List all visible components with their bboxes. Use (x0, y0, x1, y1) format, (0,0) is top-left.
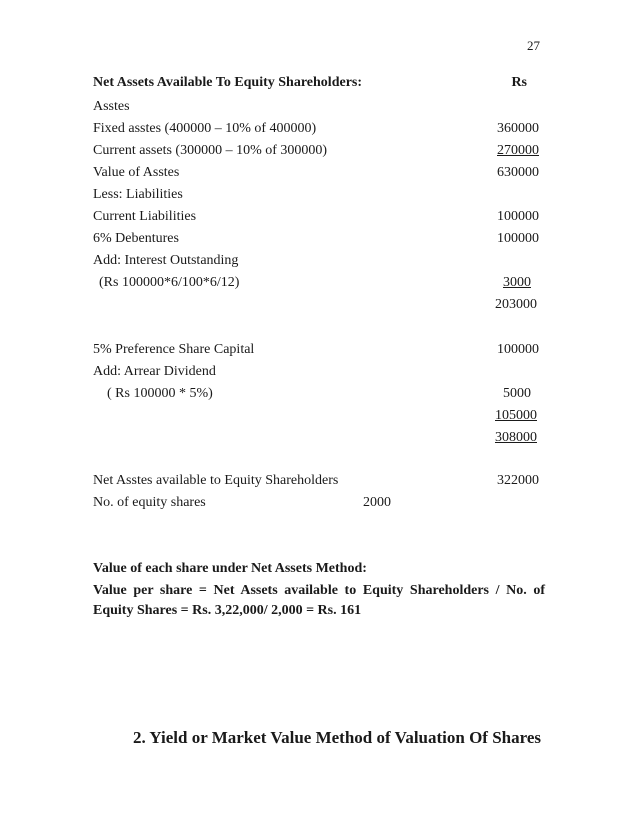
line-amount: 100000 (497, 342, 539, 357)
line-amount: 100000 (497, 209, 539, 224)
line-amount: 100000 (497, 231, 539, 246)
line-grand-total (93, 428, 539, 448)
line-label: Less: Liabilities (93, 187, 183, 202)
method-heading: Value of each share under Net Assets Method: (93, 561, 367, 576)
line-amount: 360000 (497, 121, 539, 136)
line-label: Value of Asstes (93, 165, 180, 180)
line-preference-total (93, 406, 539, 426)
line-arrear-calc (93, 384, 539, 404)
line-amount: 105000 (495, 408, 537, 423)
line-label: Current Liabilities (93, 209, 197, 224)
line-equity-shares (93, 493, 539, 513)
line-add-arrear (93, 362, 539, 382)
line-label: 6% Debentures (93, 231, 179, 246)
currency-column-header: Rs (511, 75, 527, 90)
line-amount: 322000 (497, 473, 539, 488)
line-liabilities-total (93, 295, 539, 315)
line-amount: 3000 (503, 275, 531, 290)
line-net-assets (93, 471, 539, 491)
section-title: 2. Yield or Market Value Method of Valuation Of Shares (133, 728, 542, 747)
line-fixed-assets (93, 119, 539, 139)
line-label: Net Asstes available to Equity Shareholders (93, 473, 339, 488)
line-label: Fixed asstes (400000 – 10% of 400000) (93, 121, 317, 136)
line-amount: 5000 (503, 386, 531, 401)
line-asstes (93, 97, 539, 117)
line-label: Current assets (300000 – 10% of 300000) (93, 143, 328, 158)
line-label: No. of equity shares (93, 495, 206, 510)
line-label: (Rs 100000*6/100*6/12) (99, 275, 240, 290)
line-amount: 308000 (495, 430, 537, 445)
line-label: ( Rs 100000 * 5%) (107, 386, 213, 401)
method-formula: Value per share = Net Assets available to Equity Shareholders / No. of Equity Shares = Rs. 3,22,000/ 2,000 = Rs. 161 (93, 583, 545, 618)
line-add-interest (93, 251, 539, 271)
line-amount: 2000 (363, 495, 391, 510)
line-label: Add: Arrear Dividend (93, 364, 216, 379)
statement-heading (93, 75, 539, 91)
line-less-liabilities (93, 185, 539, 205)
line-value-of-assets (93, 163, 539, 183)
line-amount: 203000 (495, 297, 537, 312)
line-label: Asstes (93, 99, 130, 114)
line-preference-capital (93, 340, 539, 360)
line-current-liabilities (93, 207, 539, 227)
line-label: Add: Interest Outstanding (93, 253, 239, 268)
line-amount: 630000 (497, 165, 539, 180)
statement-title: Net Assets Available To Equity Shareholders: (93, 75, 363, 90)
page-number: 27 (527, 38, 540, 53)
line-debentures (93, 229, 539, 249)
line-current-assets (93, 141, 539, 161)
line-label: 5% Preference Share Capital (93, 342, 255, 357)
line-amount: 270000 (497, 143, 539, 158)
line-interest-calc (93, 273, 539, 293)
